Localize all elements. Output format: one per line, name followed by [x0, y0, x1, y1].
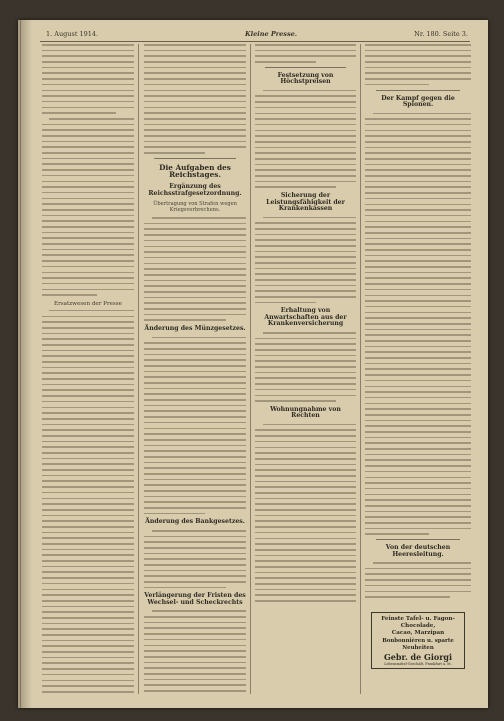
text-block: [144, 217, 246, 321]
article-heading-anwartschaften: Erhaltung von Anwartschaften aus der Krankenversicherung: [264, 307, 347, 328]
article-heading-bankgesetz: Änderung des Bankgesetzes.: [145, 518, 245, 526]
text-block: [255, 217, 356, 304]
header-issue: Nr. 180. Seite 3.: [414, 30, 468, 38]
article-subheading-strafgesetz: Ergänzung des Reichsstrafgesetzordnung.: [148, 183, 242, 197]
text-block: [144, 530, 246, 588]
column-3: [255, 44, 356, 694]
page-edge: [20, 20, 21, 708]
header-date: 1. August 1914.: [46, 30, 99, 38]
text-block: [144, 610, 246, 694]
text-block: [255, 332, 356, 402]
column-4: [365, 44, 471, 694]
divider: [376, 539, 461, 540]
article-heading-krankenkassen: Sicherung der Leistungsfähigkeit der Krankenkassen: [266, 192, 345, 213]
article-heading-hoechstpreise: Festsetzung von Höchstpreisen: [277, 71, 334, 86]
column-divider: [138, 44, 139, 694]
text-block: [365, 44, 471, 85]
article-heading-rechte: Wohnungnahme von Rechten: [270, 405, 341, 420]
column-divider: [250, 44, 251, 694]
text-block: [255, 424, 356, 602]
column-divider: [360, 44, 361, 694]
article-heading-heeresleitung: Von der deutschen Heeresleitung.: [385, 544, 451, 558]
article-heading-muenzgesetz: Änderung des Münzgesetzes.: [144, 325, 246, 333]
page-header: [40, 28, 468, 40]
header-rule: [40, 41, 470, 42]
text-block: [365, 562, 471, 598]
text-block: [144, 44, 246, 154]
text-block: [365, 113, 471, 535]
text-block: [144, 337, 246, 515]
article-heading-ersatzwesen: Ersatzwesen der Presse: [54, 300, 122, 307]
ad-line-chocolade: Feinste Tafel- u. Fagon-Chocolade,: [381, 615, 455, 630]
divider: [376, 90, 461, 91]
header-title: Kleine Presse.: [245, 30, 298, 38]
text-block: [42, 310, 134, 694]
advertisement-box: [371, 612, 465, 670]
ad-line-company: Gebr. de Giorgi: [383, 651, 453, 662]
ad-line-cacao: Cacao, Marzipan: [391, 630, 445, 637]
divider: [154, 158, 236, 159]
article-heading-wechselrecht: Verlängerung der Fristen des Wechsel- und Scheckrechts: [144, 592, 246, 606]
article-heading-spionen: Der Kampf gegen die Spionen.: [381, 94, 455, 108]
article-heading-reichstag: Die Aufgaben des Reichstages.: [159, 162, 231, 180]
ad-line-bonbonnieren: Bonbonnièren u. sparte Neuheiten: [382, 637, 454, 651]
text-block: [42, 44, 134, 296]
text-block: [255, 44, 356, 63]
text-block: [255, 90, 356, 188]
column-2: [144, 44, 246, 694]
ad-line-address: Lebensmittel-Geschäft, Frankfurt a. M.: [384, 662, 452, 666]
newspaper-page: [18, 20, 488, 708]
article-subheading-note: Übertragung von Strafen wegen Kriegsverbrechens.: [153, 201, 237, 214]
column-1: [42, 44, 134, 694]
divider: [265, 67, 346, 68]
